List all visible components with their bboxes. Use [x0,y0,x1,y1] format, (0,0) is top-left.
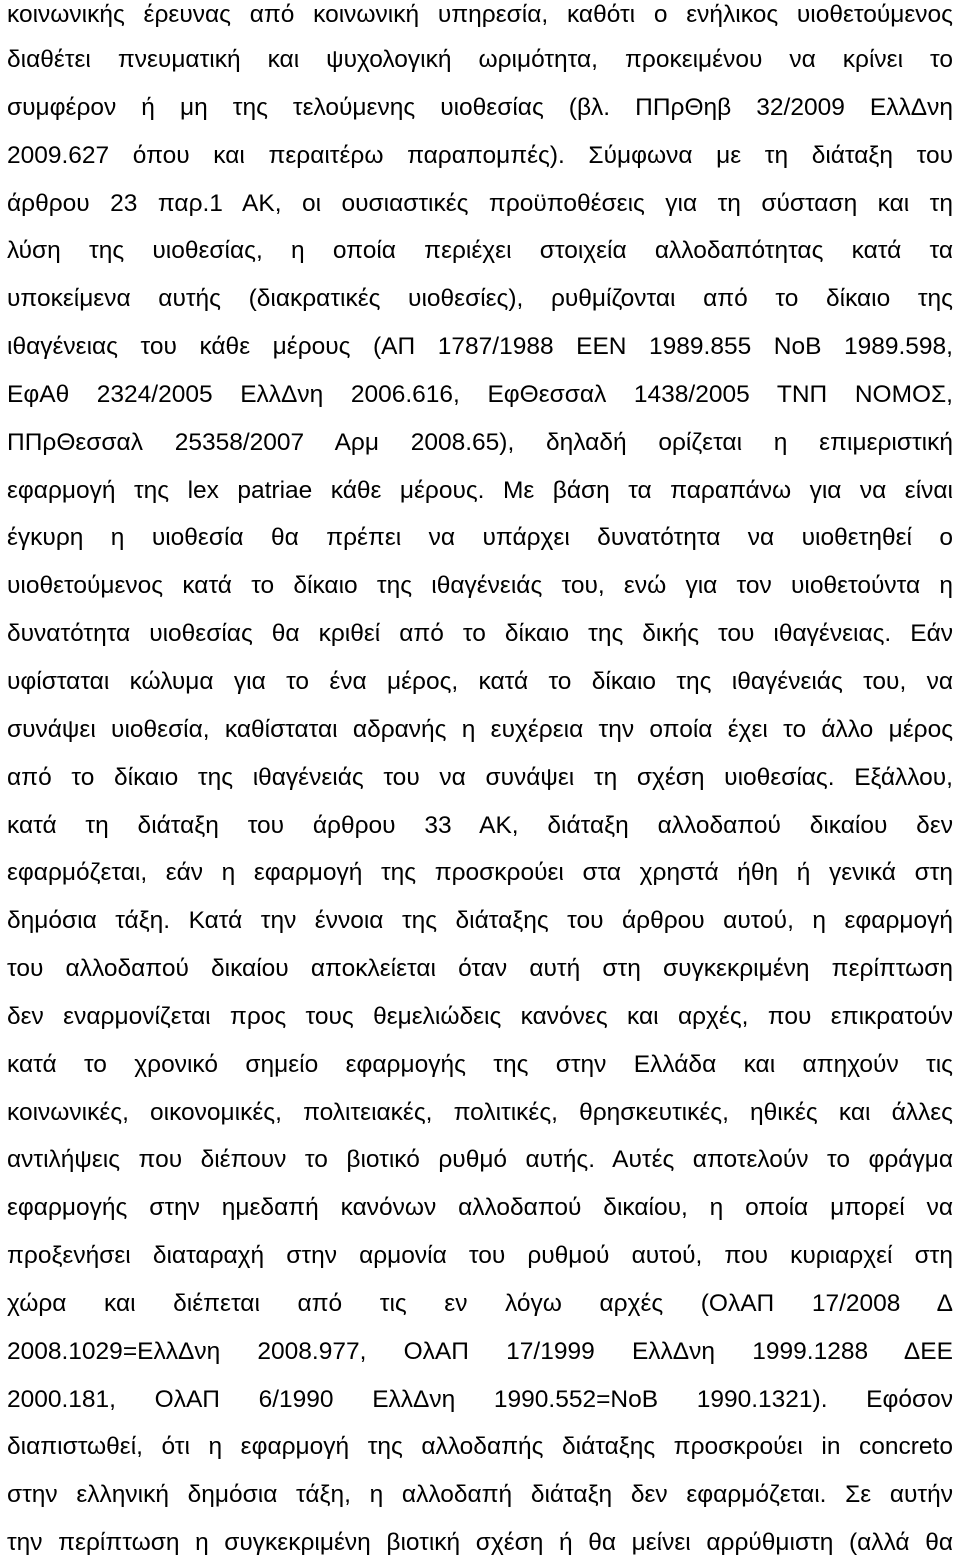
text-line: κοινωνικές, οικονομικές, πολιτειακές, πολιτικές, θρησκευτικές, ηθικές και άλλες [7,1098,953,1126]
text-line: εφαρμόζεται, εάν η εφαρμογή της προσκρούει στα χρηστά ήθη ή γενικά στη [7,859,953,887]
text-line: δεν εναρμονίζεται προς τους θεμελιώδεις κανόνες και αρχές, που επικρατούν [7,1002,953,1030]
text-line: κατά το χρονικό σημείο εφαρμογής της στην Ελλάδα και απηχούν τις [7,1050,953,1078]
text-line: ιθαγένειας του κάθε μέρους (ΑΠ 1787/1988 ΕΕΝ 1989.855 ΝοΒ 1989.598, [7,333,953,361]
text-line: διαθέτει πνευματική και ψυχολογική ωριμότητα, προκειμένου να κρίνει το [7,46,953,73]
text-line: ΠΠρΘεσσαλ 25358/2007 Αρμ 2008.65), δηλαδή ορίζεται η επιμεριστική [7,428,953,456]
text-line: του αλλοδαπού δικαίου αποκλείεται όταν αυτή στη συγκεκριμένη περίπτωση [7,955,953,983]
text-line: στην ελληνική δημόσια τάξη, η αλλοδαπή διάταξη δεν εφαρμόζεται. Σε αυτήν [7,1481,953,1509]
text-line: δυνατότητα υιοθεσίας θα κριθεί από το δίκαιο της δικής του ιθαγένειας. Εάν [7,620,953,648]
text-line: χώρα και διέπεται από τις εν λόγω αρχές (ΟλΑΠ 17/2008 Δ [7,1289,953,1317]
text-line: συμφέρον ή μη της τελούμενης υιοθεσίας (βλ. ΠΠρΘηβ 32/2009 ΕλλΔνη [7,93,953,121]
text-line: προξενήσει διαταραχή στην αρμονία του ρυθμού αυτού, που κυριαρχεί στη [7,1242,953,1270]
text-line: 2008.1029=ΕλλΔνη 2008.977, ΟλΑΠ 17/1999 ΕλλΔνη 1999.1288 ΔΕΕ [7,1337,953,1365]
text-line: 2000.181, ΟλΑΠ 6/1990 ΕλλΔνη 1990.552=ΝοΒ 1990.1321). Εφόσον [7,1385,953,1413]
text-line: την περίπτωση η συγκεκριμένη βιοτική σχέση ή θα μείνει αρρύθμιστη (αλλά θα [7,1529,953,1557]
text-line: διαπιστωθεί, ότι η εφαρμογή της αλλοδαπής διάταξης προσκρούει in concreto [7,1433,953,1461]
text-line: εφαρμογής στην ημεδαπή κανόνων αλλοδαπού δικαίου, η οποία μπορεί να [7,1194,953,1222]
text-line: δημόσια τάξη. Κατά την έννοια της διάταξης του άρθρου αυτού, η εφαρμογή [7,907,953,935]
text-line: συνάψει υιοθεσία, καθίσταται αδρανής η ευχέρεια την οποία έχει το άλλο μέρος [7,715,953,743]
text-line: ΕφΑθ 2324/2005 ΕλλΔνη 2006.616, ΕφΘεσσαλ 1438/2005 ΤΝΠ ΝΟΜΟΣ, [7,380,953,408]
text-line: έγκυρη η υιοθεσία θα πρέπει να υπάρχει δυνατότητα να υιοθετηθεί ο [7,524,953,552]
text-line: υιοθετούμενος κατά το δίκαιο της ιθαγένειάς του, ενώ για τον υιοθετούντα η [7,572,953,600]
document-body [7,0,953,1567]
text-line: 2009.627 όπου και περαιτέρω παραπομπές). Σύμφωνα με τη διάταξη του [7,141,953,169]
text-line: από το δίκαιο της ιθαγένειάς του να συνάψει τη σχέση υιοθεσίας. Εξάλλου, [7,763,953,791]
text-line: άρθρου 23 παρ.1 ΑΚ, οι ουσιαστικές προϋποθέσεις για τη σύσταση και τη [7,189,953,217]
text-line: υποκείμενα αυτής (διακρατικές υιοθεσίες), ρυθμίζονται από το δίκαιο της [7,285,953,313]
text-line: λύση της υιοθεσίας, η οποία περιέχει στοιχεία αλλοδαπότητας κατά τα [7,237,953,265]
text-line: εφαρμογή της lex patriae κάθε μέρους. Με βάση τα παραπάνω για να είναι [7,476,953,504]
text-line: κοινωνικής έρευνας από κοινωνική υπηρεσία, καθότι ο ενήλικος υιοθετούμενος [7,1,953,28]
text-line: υφίσταται κώλυμα για το ένα μέρος, κατά το δίκαιο της ιθαγένειάς του, να [7,667,953,695]
text-line: αντιλήψεις που διέπουν το βιοτικό ρυθμό αυτής. Αυτές αποτελούν το φράγμα [7,1146,953,1174]
text-line: κατά τη διάταξη του άρθρου 33 ΑΚ, διάταξη αλλοδαπού δικαίου δεν [7,811,953,839]
